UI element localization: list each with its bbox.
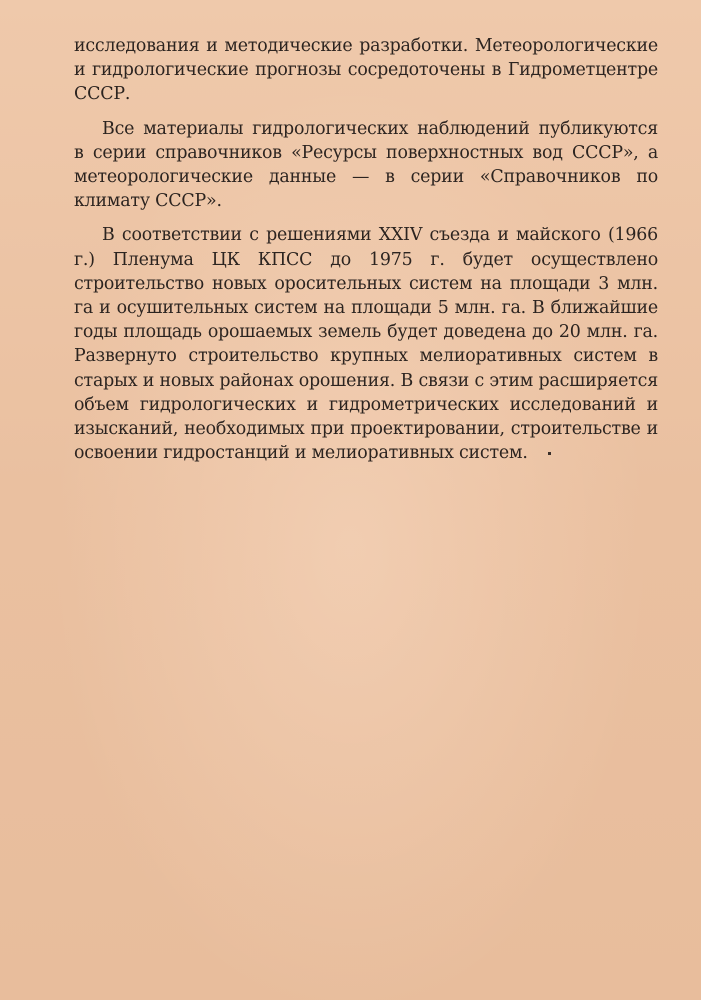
paragraph-1: исследования и методические разработки. Метеорологические и гидрологические прогнозы сосредоточены в Гидрометцентре СССР. — [74, 36, 658, 105]
stray-mark — [548, 452, 551, 455]
body-text — [74, 34, 658, 475]
paragraph-3-text: В соответствии с решениями XXIV съезда и майского (1966 г.) Пленума ЦК КПСС до 1975 г. будет осуществлено строительство новых оросительных систем на площади 3 млн. га и осушительных систем на площади 5 млн. га. В ближайшие годы площадь орошаемых земель будет доведена до 20 млн. га. Развернуто строительство крупных мелиоративных систем в старых и новых районах орошения. В связи с этим расширяется объем гидрологических и гидрометрических исследований и изысканий, необходимых при проектировании, строительстве и освоении гидростанций и мелиоративных систем. — [74, 225, 658, 464]
paragraph-3 — [74, 223, 658, 465]
paragraph-2: Все материалы гидрологических наблюдений публикуются в серии справочников «Ресурсы поверхностных вод СССР», а метеорологические данные — в серии «Справочников по климату СССР». — [74, 118, 658, 212]
